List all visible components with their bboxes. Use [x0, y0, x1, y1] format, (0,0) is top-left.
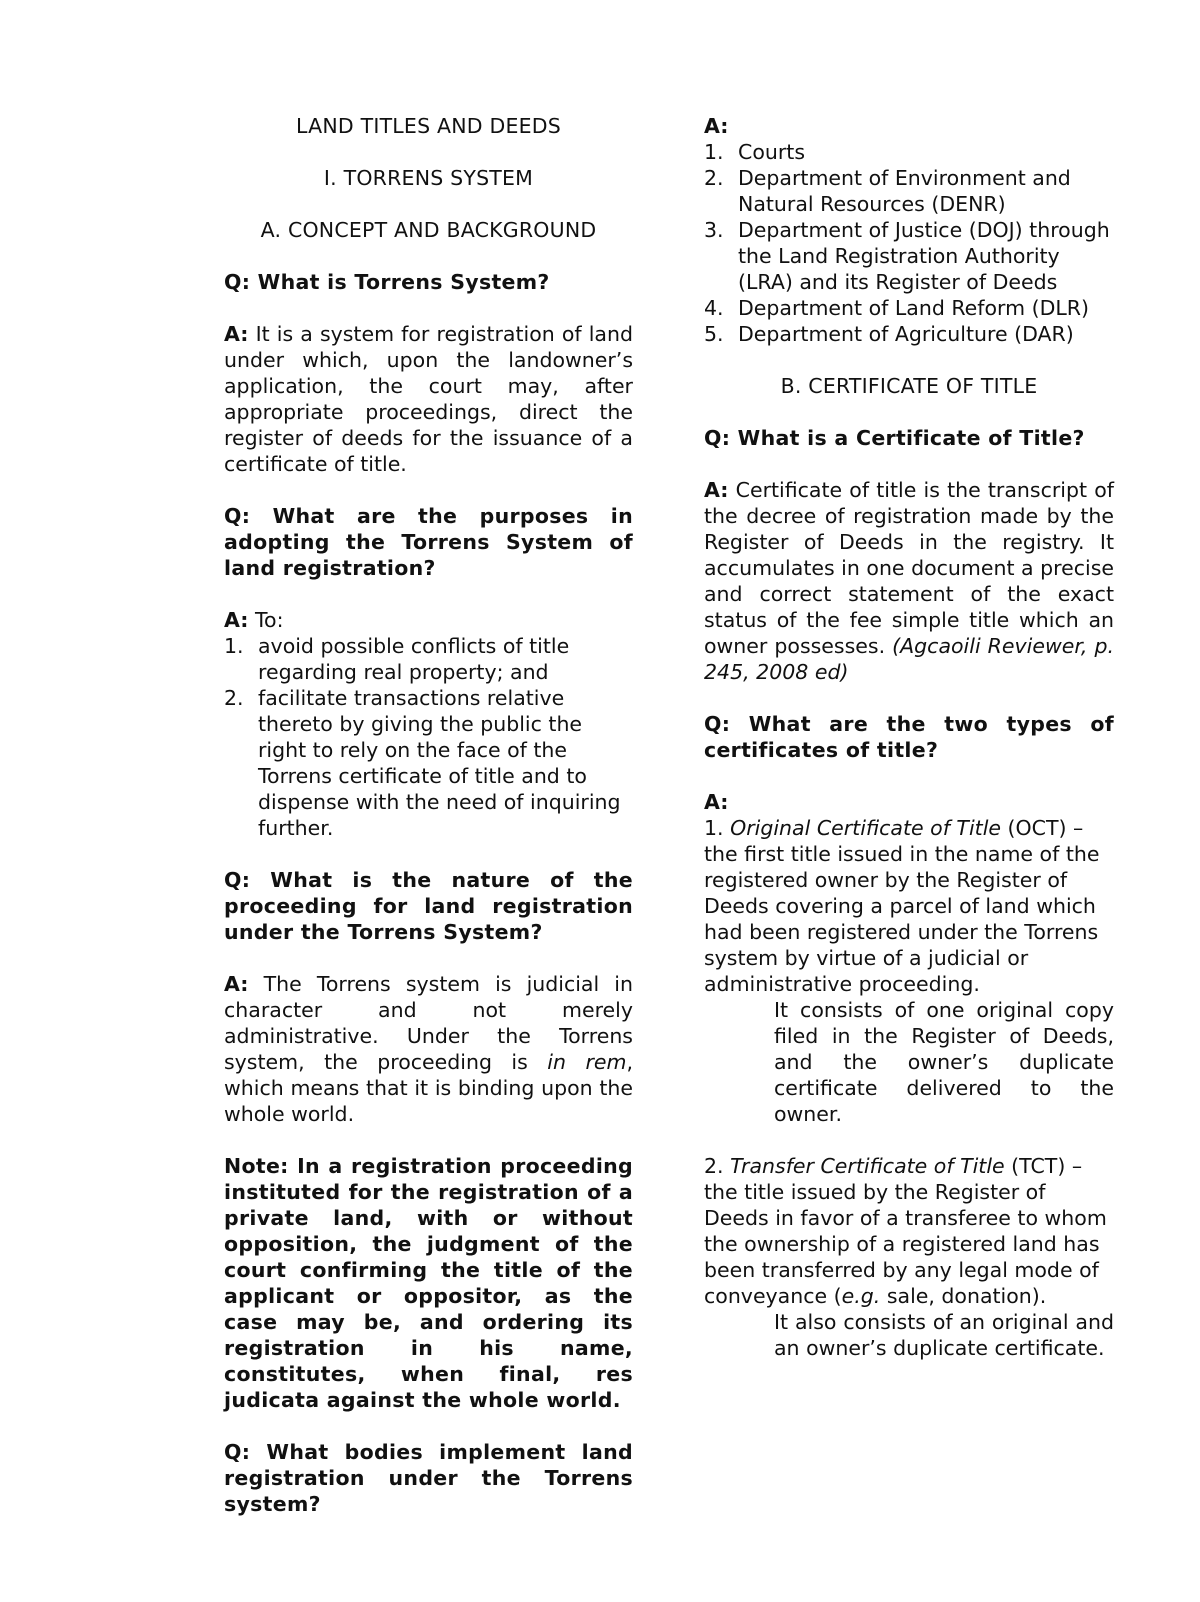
- answer-4-label: A:: [704, 114, 729, 138]
- answer-5: [704, 477, 1114, 685]
- answer-text: To:: [254, 608, 284, 632]
- question-text: What bodies implement land registration under the Torrens system?: [224, 1440, 633, 1516]
- tct-definition: 2. Transfer Certificate of Title (TCT) – the title issued by the Register of Deeds in favor of a transferee to whom the ownership of a registered land has been transferred by any legal mode of conveyance (e.g. sale, donation).: [704, 1154, 1107, 1308]
- answer-3: A: The Torrens system is judicial in character and not merely administrative. Under the Torrens system, the proceeding is in rem, which means that it is binding upon the whole world.: [224, 972, 633, 1126]
- question-2: [224, 503, 633, 581]
- question-label: Q:: [224, 868, 251, 892]
- question-text: What is Torrens System?: [257, 270, 550, 294]
- question-label: Q:: [704, 426, 731, 450]
- purposes-list: [224, 633, 633, 841]
- question-label: Q:: [224, 270, 251, 294]
- question-label: Q:: [704, 712, 731, 736]
- list-item: 5. Department of Agriculture (DAR): [704, 322, 1074, 346]
- note-paragraph: [224, 1153, 633, 1413]
- question-1: [224, 269, 633, 295]
- list-item: 2. facilitate transactions relative thereto by giving the public the right to rely on the face of the Torrens certificate of title and to dispense with the need of inquiring further.: [224, 686, 621, 840]
- question-text: What are the two types of certificates of title?: [704, 712, 1115, 762]
- section-heading-torrens: I. TORRENS SYSTEM: [323, 166, 534, 190]
- citation: (Agcaoili Reviewer, p. 245, 2008 ed): [704, 634, 1114, 684]
- subsection-heading-concept: A. CONCEPT AND BACKGROUND: [260, 218, 597, 242]
- bodies-list: [704, 139, 1114, 347]
- question-4: [224, 1439, 633, 1517]
- tct-name: Transfer Certificate of Title: [730, 1154, 1005, 1178]
- list-item: 1. Courts: [704, 140, 805, 164]
- left-column: [224, 113, 633, 1517]
- list-item: 1. avoid possible conflicts of title regarding real property; and: [224, 634, 570, 684]
- note-text: In a registration proceeding instituted for the registration of a private land, with or without opposition, the judgment of the court confirming the title of the applicant or oppositor, as the case may be, and ordering its registration in his name, constitutes, when final, res judicata against the whole world.: [224, 1154, 634, 1412]
- answer-text: It is a system for registration of land under which, upon the landowner’s application, the court may, after appropriate proceedings, direct the register of deeds for the issuance of a certificate of title.: [224, 322, 633, 476]
- note-label: Note:: [224, 1154, 289, 1178]
- oct-name: Original Certificate of Title: [730, 816, 1001, 840]
- oct-sub-paragraph: It consists of one original copy filed in the Register of Deeds, and the owner’s duplicate certificate delivered to the owner.: [774, 998, 1114, 1126]
- question-text: What is the nature of the proceeding for land registration under the Torrens System?: [224, 868, 633, 944]
- question-label: Q:: [224, 1440, 251, 1464]
- list-item: 2. Department of Environment and Natural Resources (DENR): [704, 166, 1071, 216]
- question-text: What are the purposes in adopting the Torrens System of land registration?: [224, 504, 633, 580]
- answer-label: A:: [224, 608, 249, 632]
- answer-label: A:: [224, 972, 249, 996]
- question-6: [704, 711, 1114, 763]
- oct-definition: 1. Original Certificate of Title (OCT) – the first title issued in the name of the registered owner by the Register of Deeds covering a parcel of land which had been registered under the Torrens system by virtue of a judicial or administrative proceeding.: [704, 816, 1100, 996]
- question-5: [704, 425, 1114, 451]
- list-item: 3. Department of Justice (DOJ) through the Land Registration Authority (LRA) and its Register of Deeds: [704, 218, 1110, 294]
- answer-1: [224, 321, 633, 477]
- question-label: Q:: [224, 504, 251, 528]
- question-3: [224, 867, 633, 945]
- document-title: LAND TITLES AND DEEDS: [296, 114, 561, 138]
- list-item: 4. Department of Land Reform (DLR): [704, 296, 1090, 320]
- answer-label: A:: [704, 478, 729, 502]
- answer-text: Certificate of title is the transcript of the decree of registration made by the Register of Deeds in the registry. It accumulates in one document a precise and correct statement of the exact status of the fee simple title which an owner possesses.: [704, 478, 1114, 658]
- tct-sub-paragraph: It also consists of an original and an owner’s duplicate certificate.: [774, 1310, 1114, 1360]
- answer-6-label: A:: [704, 790, 729, 814]
- right-column: [704, 113, 1114, 1361]
- subsection-heading-certificate: B. CERTIFICATE OF TITLE: [780, 374, 1038, 398]
- answer-2: [224, 607, 633, 633]
- answer-label: A:: [224, 322, 249, 346]
- question-text: What is a Certificate of Title?: [737, 426, 1085, 450]
